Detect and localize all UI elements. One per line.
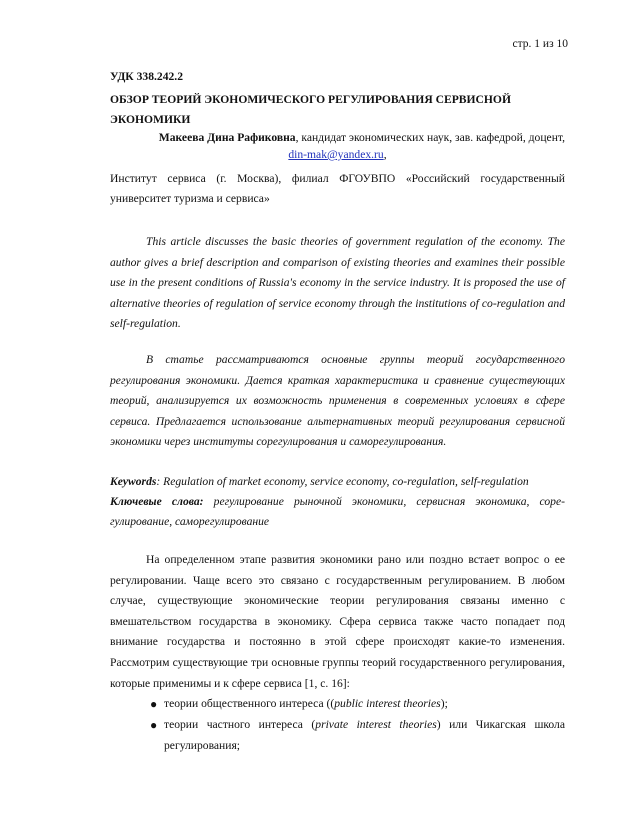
bullet-text: теории общественного интереса (( — [164, 697, 335, 710]
bullet-italic: public interest theories — [334, 697, 441, 710]
bullet-item — [150, 694, 565, 715]
udc-code: УДК 338.242.2 — [110, 70, 183, 83]
author-credentials: , кандидат экономических наук, зав. кафедрой, доцент, — [295, 131, 565, 144]
keywords-english — [110, 472, 565, 492]
bullet-text: теории частного интереса ( — [164, 718, 316, 731]
bullet-icon: ● — [150, 697, 158, 711]
keywords-russian — [110, 492, 565, 532]
article-title: ОБЗОР ТЕОРИЙ ЭКОНОМИЧЕСКОГО РЕГУЛИРОВАНИЯ СЕРВИСНОЙ ЭКОНОМИКИ — [110, 93, 511, 126]
bullet-icon: ● — [150, 718, 158, 732]
bullet-italic: private interest theories — [315, 718, 437, 731]
author-email-line — [110, 148, 565, 161]
bullet-text-end: ) или Чикагская школа регулирования; — [164, 718, 565, 752]
bullet-text-end: ); — [440, 697, 448, 710]
bullet-item — [150, 715, 565, 756]
institution: Институт сервиса (г. Москва), филиал ФГОУВПО «Российский государственный университет туризма и сервиса» — [110, 172, 565, 205]
keywords-label: Keywords — [110, 475, 157, 488]
abstract-russian: В статье рассматриваются основные группы теорий государственного регулирования экономики. Дается краткая характеристика и сравнение существующих теорий, анализируется их возможность применения в современных условиях в сфере сервиса. Предлагается использование альтернативных теорий регулирования сервисной экономики через институты сорегулирования и саморегулирования. — [110, 353, 565, 449]
body-paragraph: На определенном этапе развития экономики рано или поздно встает вопрос о ее регулировании. Чаще всего это связано с государственным регулированием. В любом случае, существующие экономические теории регулирования связаны именно с вмешательством государства в экономику. Сфера сервиса также часто попадает под внимание государства и постоянно в этой сфере происходят какие-то изменения. Рассмотрим существующие три основные группы теорий государственного регулирования, которые применимы и к сфере сервиса [1, с. 16]: — [110, 553, 565, 690]
keywords-ru-text: регулирование рыночной экономики, сервисная экономика, сорегулирование, саморегулирование — [110, 495, 565, 528]
author-line — [110, 128, 565, 148]
author-name: Макеева Дина Рафиковна — [158, 131, 296, 144]
keywords-ru-label: Ключевые слова: — [110, 495, 204, 508]
page-number: стр. 1 из 10 — [512, 38, 568, 50]
abstract-english: This article discusses the basic theories of government regulation of the economy. The author gives a brief description and comparison of existing theories and examines their possible use in the present conditions of Russia's economy in the service industry. It is proposed the use of alternative theories of regulation of service economy through the institutions of co-regulation and self-regulation. — [110, 235, 565, 331]
email-suffix: , — [383, 148, 387, 161]
author-email-link[interactable]: din-mak@yandex.ru — [288, 148, 384, 161]
keywords-text: : Regulation of market economy, service economy, co-regulation, self-regulation — [156, 475, 529, 488]
